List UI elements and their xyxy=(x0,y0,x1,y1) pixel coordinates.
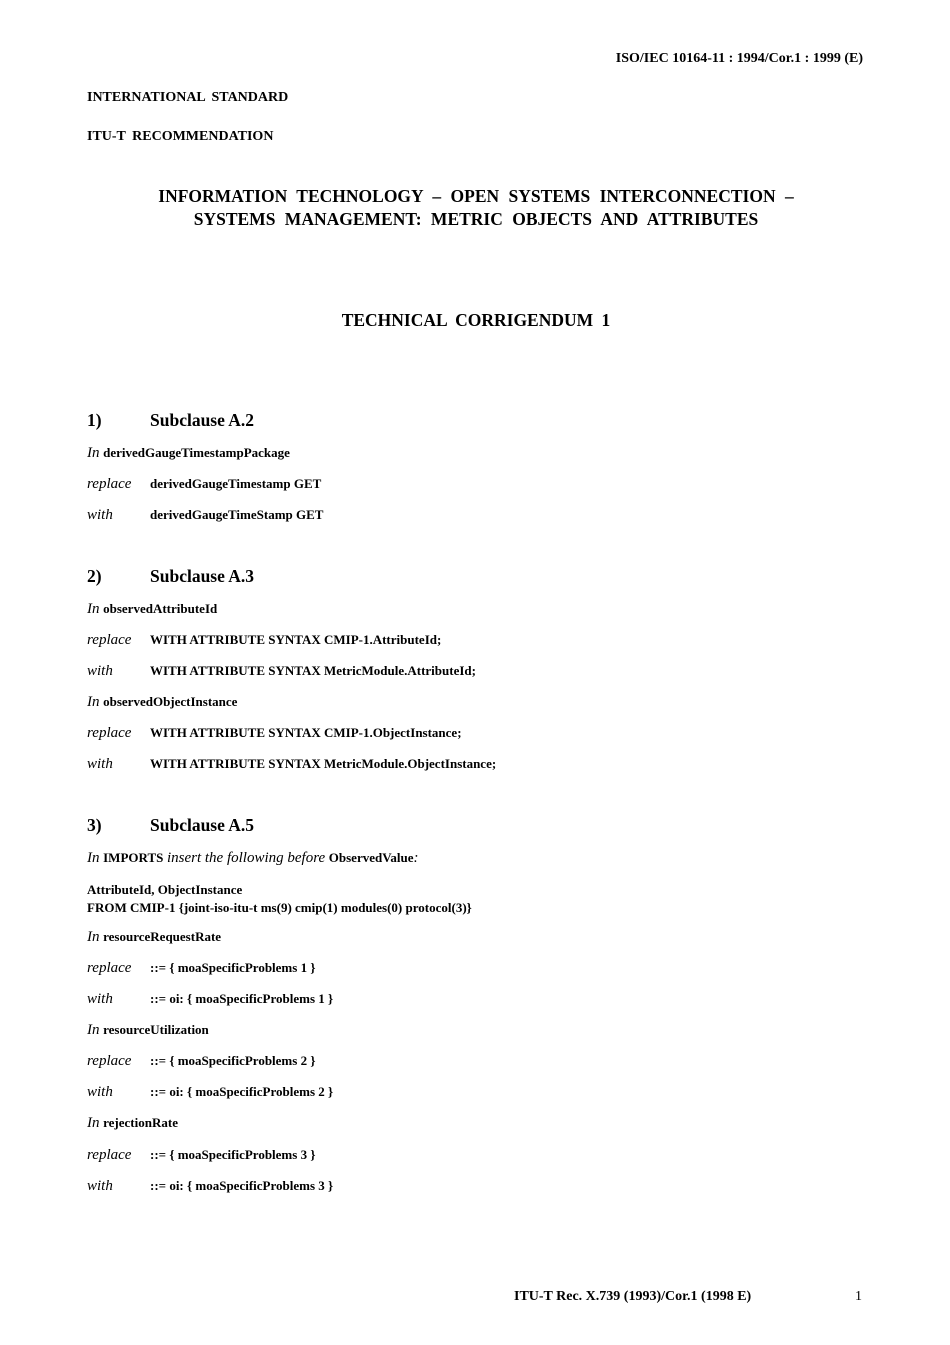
document-title-line-1: INFORMATION TECHNOLOGY – OPEN SYSTEMS INTERCONNECTION – xyxy=(158,186,794,206)
section-3-with-line-1 xyxy=(87,991,333,1008)
section-3-in-target-2: resourceUtilization xyxy=(103,1022,209,1037)
section-3-with-value-1: ::= oi: { moaSpecificProblems 1 } xyxy=(150,991,334,1006)
section-3-replace-value-1: ::= { moaSpecificProblems 1 } xyxy=(150,960,316,975)
insert-phrase: insert the following before xyxy=(166,850,326,866)
section-3-in-line-3 xyxy=(87,1115,178,1132)
section-3-replace-value-2: ::= { moaSpecificProblems 2 } xyxy=(150,1053,316,1068)
section-3-replace-value-3: ::= { moaSpecificProblems 3 } xyxy=(150,1147,316,1162)
section-3-title: Subclause A.5 xyxy=(150,815,255,835)
section-2-with-line-1 xyxy=(87,663,476,680)
section-2-replace-line-1 xyxy=(87,632,441,649)
in-keyword: In xyxy=(87,850,100,866)
footer-recommendation: ITU-T Rec. X.739 (1993)/Cor.1 (1998 E) xyxy=(514,1289,752,1304)
section-1-number: 1) xyxy=(87,410,102,430)
in-keyword: In xyxy=(87,601,100,617)
with-keyword: with xyxy=(87,663,113,679)
section-2-replace-line-2 xyxy=(87,725,462,742)
section-1-replace-line xyxy=(87,476,321,493)
page-number: 1 xyxy=(855,1289,862,1304)
standard-label: INTERNATIONAL STANDARD xyxy=(87,90,289,105)
section-2-number: 2) xyxy=(87,566,102,586)
section-3-in-line-2 xyxy=(87,1022,209,1039)
section-1-with-line xyxy=(87,507,323,524)
in-keyword: In xyxy=(87,929,100,945)
replace-keyword: replace xyxy=(87,632,132,648)
section-3-number: 3) xyxy=(87,815,102,835)
in-keyword: In xyxy=(87,1022,100,1038)
section-2-title: Subclause A.3 xyxy=(150,566,255,586)
section-2-with-value-1: WITH ATTRIBUTE SYNTAX MetricModule.AttributeId; xyxy=(150,663,476,678)
replace-keyword: replace xyxy=(87,960,132,976)
replace-keyword: replace xyxy=(87,1147,132,1163)
with-keyword: with xyxy=(87,507,113,523)
imports-code-line-2: FROM CMIP-1 {joint-iso-itu-t ms(9) cmip(1) modules(0) protocol(3)} xyxy=(87,900,472,915)
section-2-in-line-2 xyxy=(87,694,237,711)
section-3-in-target-1: resourceRequestRate xyxy=(103,929,222,944)
section-1-in-target: derivedGaugeTimestampPackage xyxy=(103,445,290,460)
section-3-imports-target: IMPORTS xyxy=(103,850,164,865)
section-2-replace-value-1: WITH ATTRIBUTE SYNTAX CMIP-1.AttributeId; xyxy=(150,632,442,647)
section-1-title: Subclause A.2 xyxy=(150,410,255,430)
colon: : xyxy=(413,850,419,866)
in-keyword: In xyxy=(87,445,100,461)
section-2-replace-value-2: WITH ATTRIBUTE SYNTAX CMIP-1.ObjectInstance; xyxy=(150,725,462,740)
section-3-replace-line-2 xyxy=(87,1053,315,1070)
replace-keyword: replace xyxy=(87,725,132,741)
recommendation-label: ITU-T RECOMMENDATION xyxy=(87,129,274,144)
section-3-imports-before: ObservedValue xyxy=(328,850,414,865)
section-3-with-value-3: ::= oi: { moaSpecificProblems 3 } xyxy=(150,1178,334,1193)
section-1-in-line xyxy=(87,445,290,462)
corrigendum-title: TECHNICAL CORRIGENDUM 1 xyxy=(341,310,611,330)
section-3-with-line-3 xyxy=(87,1178,333,1195)
replace-keyword: replace xyxy=(87,476,132,492)
section-3-with-value-2: ::= oi: { moaSpecificProblems 2 } xyxy=(150,1084,334,1099)
with-keyword: with xyxy=(87,756,113,772)
section-3-in-target-3: rejectionRate xyxy=(103,1115,178,1130)
replace-keyword: replace xyxy=(87,1053,132,1069)
with-keyword: with xyxy=(87,991,113,1007)
document-identifier: ISO/IEC 10164-11 : 1994/Cor.1 : 1999 (E) xyxy=(615,51,863,66)
with-keyword: with xyxy=(87,1084,113,1100)
section-3-imports-line xyxy=(87,850,419,867)
section-2-with-line-2 xyxy=(87,756,496,773)
section-3-replace-line-3 xyxy=(87,1147,315,1164)
in-keyword: In xyxy=(87,1115,100,1131)
section-2-in-target-2: observedObjectInstance xyxy=(103,694,238,709)
section-2-in-line-1 xyxy=(87,601,217,618)
section-3-with-line-2 xyxy=(87,1084,333,1101)
imports-code-line-1: AttributeId, ObjectInstance xyxy=(87,882,243,897)
section-3-replace-line-1 xyxy=(87,960,315,977)
in-keyword: In xyxy=(87,694,100,710)
section-1-with-value: derivedGaugeTimeStamp GET xyxy=(150,507,324,522)
section-2-in-target-1: observedAttributeId xyxy=(103,601,218,616)
section-2-with-value-2: WITH ATTRIBUTE SYNTAX MetricModule.ObjectInstance; xyxy=(150,756,497,771)
section-1-replace-value: derivedGaugeTimestamp GET xyxy=(150,476,322,491)
with-keyword: with xyxy=(87,1178,113,1194)
document-title-line-2: SYSTEMS MANAGEMENT: METRIC OBJECTS AND ATTRIBUTES xyxy=(193,209,759,229)
section-3-in-line-1 xyxy=(87,929,221,946)
